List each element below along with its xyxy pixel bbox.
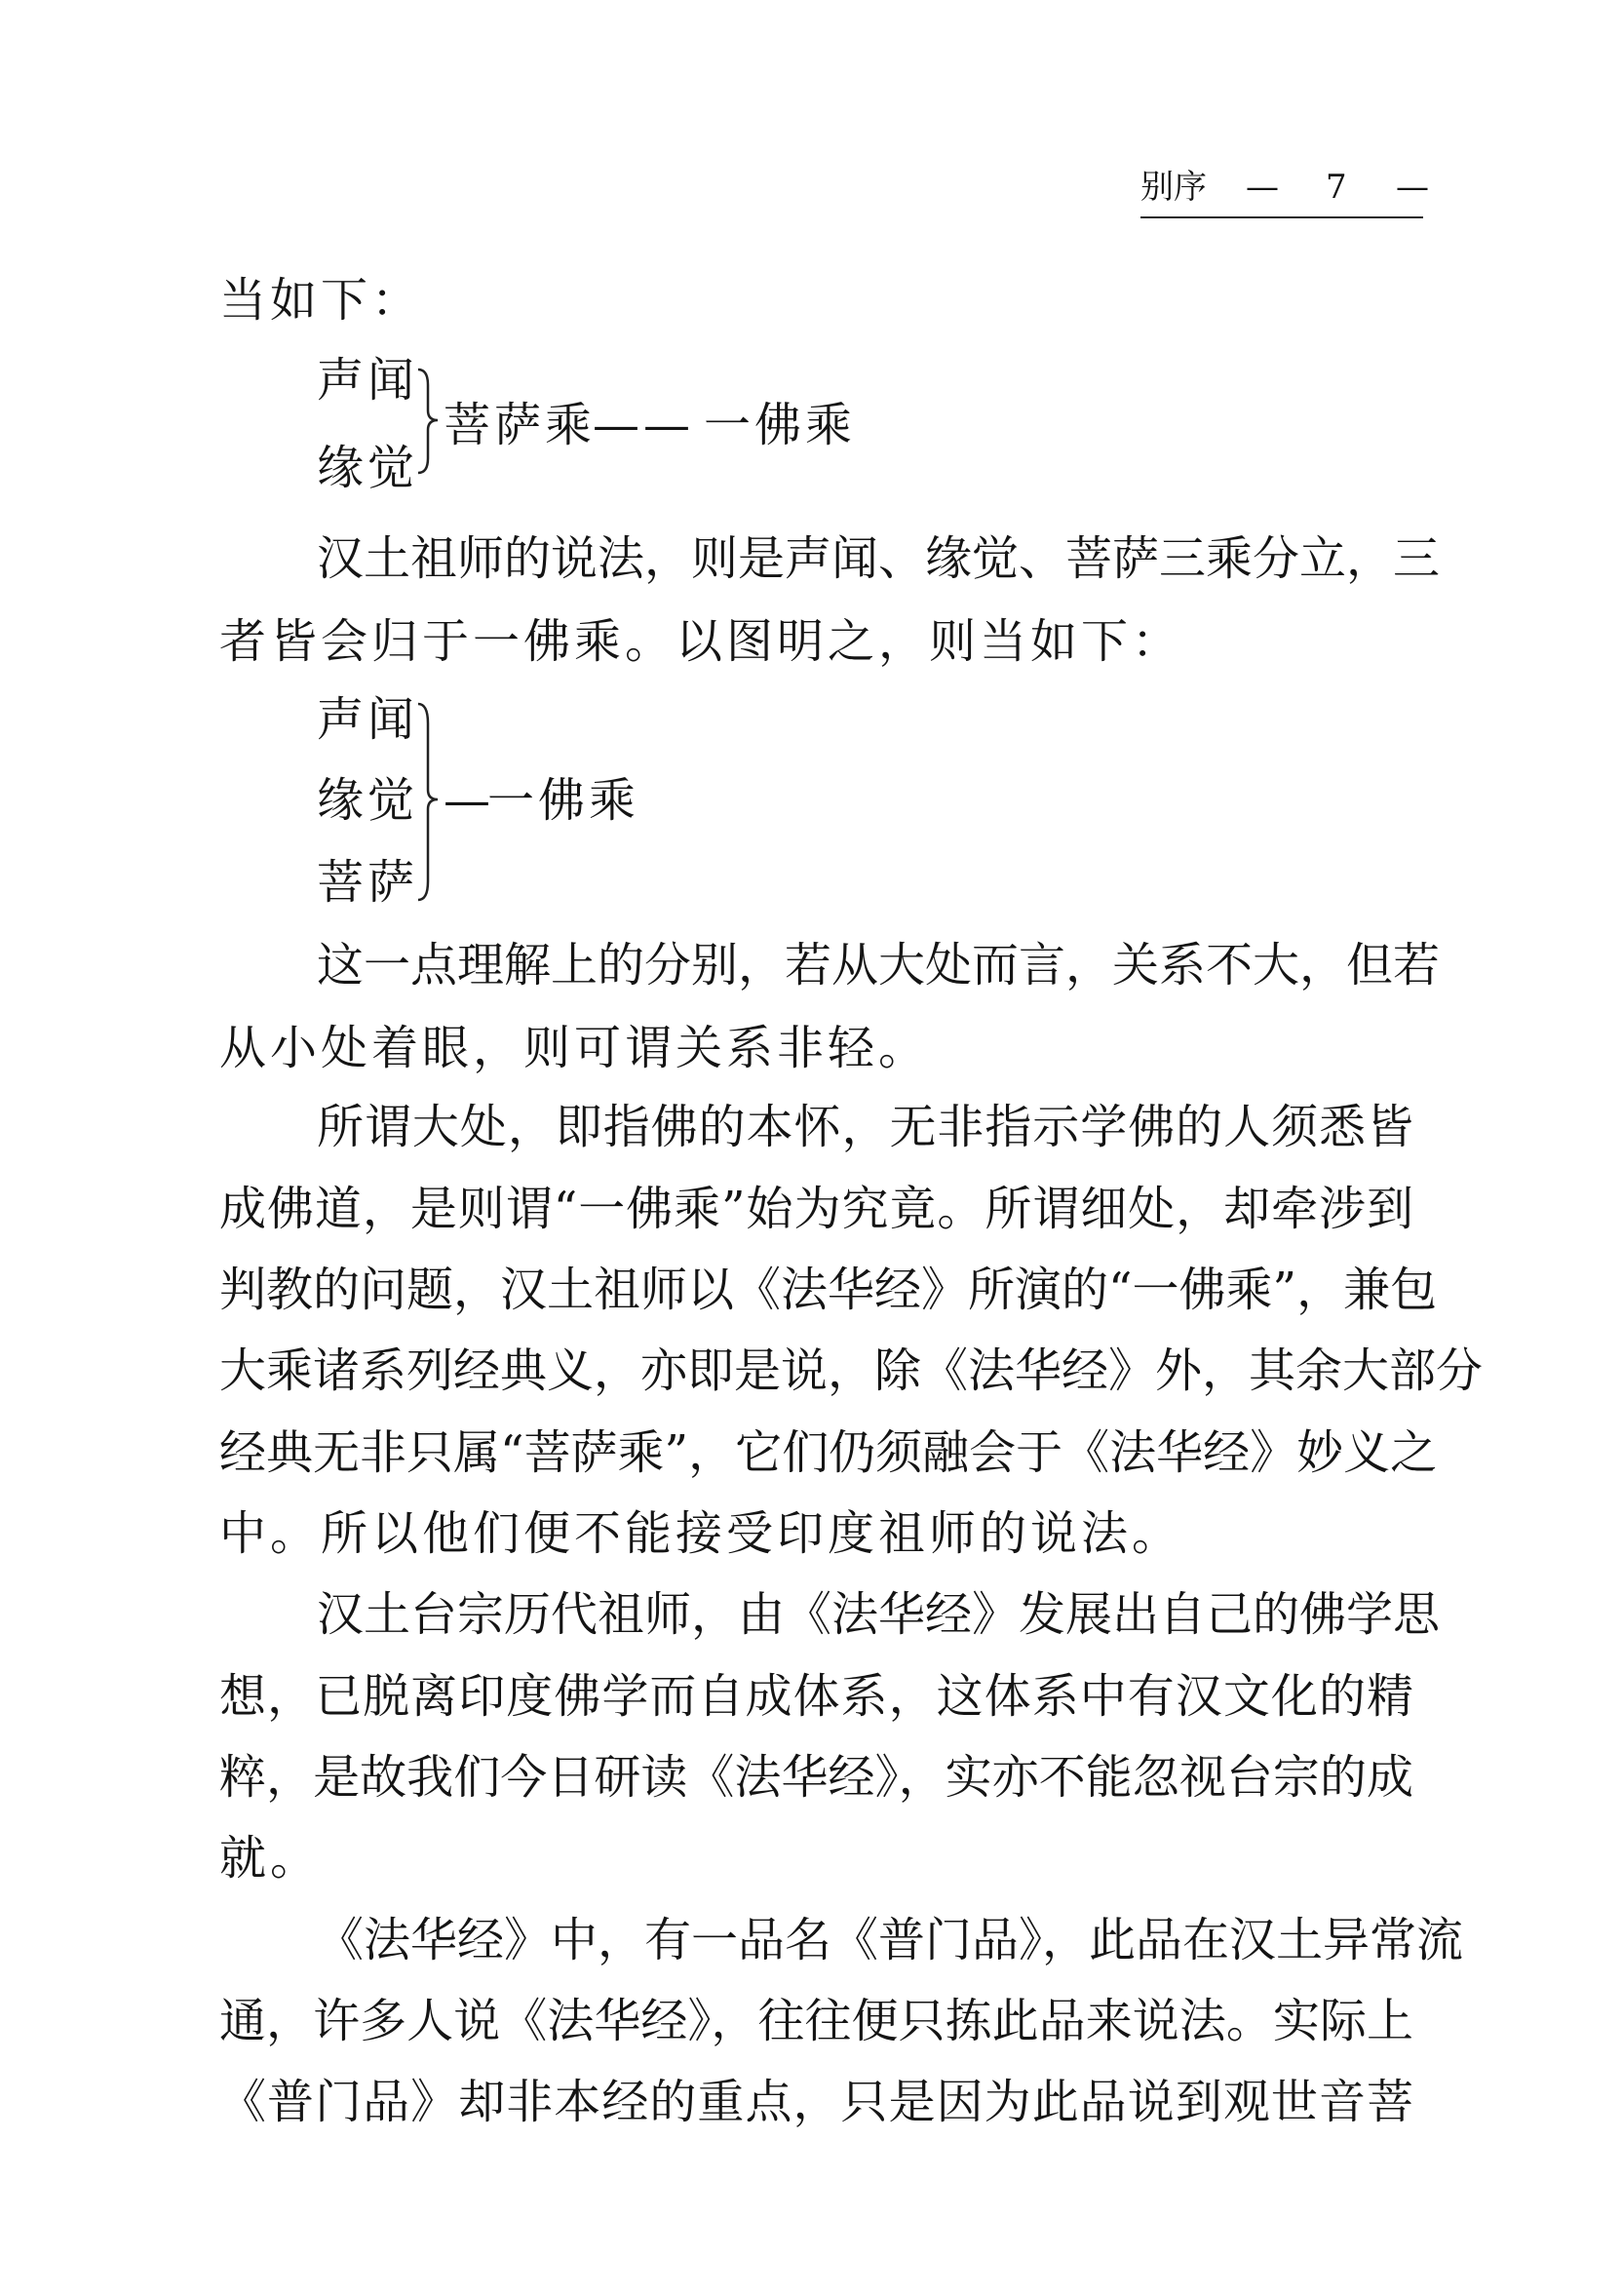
text-line: 中。所以他们便不能接受印度祖师的说法。: [219, 1506, 1183, 1561]
page-number: 7: [1326, 168, 1347, 207]
diagram2-result: 一佛乘: [487, 773, 640, 828]
diagram1-result: 一佛乘: [704, 398, 857, 452]
header-dash-right: —: [1396, 168, 1429, 207]
diagram2-brace: [414, 700, 444, 905]
diagram2-connector: —: [444, 773, 494, 828]
text-line: 成佛道，是则谓“一佛乘”始为究竟。所谓细处，却牵涉到: [219, 1182, 1413, 1236]
diagram2-item: 菩萨: [317, 855, 419, 910]
text-line: 大乘诸系列经典义，亦即是说，除《法华经》外，其余大部分: [219, 1343, 1484, 1398]
text-line: 所谓大处，即指佛的本怀，无非指示学佛的人须悉皆: [317, 1100, 1413, 1154]
diagram1-item: 缘觉: [317, 441, 419, 495]
diagram1-middle: 菩萨乘: [444, 398, 597, 452]
diagram2-item: 声闻: [317, 692, 419, 747]
text-line: 粹，是故我们今日研读《法华经》，实亦不能忽视台宗的成: [219, 1750, 1413, 1805]
text-line: 想，已脱离印度佛学而自成体系，这体系中有汉文化的精: [219, 1669, 1413, 1724]
text-line: 汉土台宗历代祖师，由《法华经》发展出自己的佛学思: [317, 1587, 1441, 1642]
text-line: 从小处着眼，则可谓关系非轻。: [219, 1021, 930, 1075]
text-line: 汉土祖师的说法，则是声闻、缘觉、菩萨三乘分立，三: [317, 531, 1441, 586]
text-line: 《普门品》却非本经的重点，只是因为此品说到观世音菩: [219, 2075, 1413, 2129]
header-rule: [1140, 216, 1423, 218]
intro-line: 当如下：: [219, 273, 423, 328]
text-line: 通，许多人说《法华经》，往往便只拣此品来说法。实际上: [219, 1994, 1413, 2048]
diagram2-item: 缘觉: [317, 773, 419, 828]
diagram1-connector: ——: [593, 398, 694, 452]
text-line: 判教的问题，汉土祖师以《法华经》所演的“一佛乘”，兼包: [219, 1263, 1438, 1317]
text-line: 这一点理解上的分别，若从大处而言，关系不大，但若: [317, 938, 1441, 992]
text-line: 就。: [219, 1831, 322, 1886]
header-dash-left: —: [1246, 168, 1279, 207]
text-line: 《法华经》中，有一品名《普门品》，此品在汉土异常流: [317, 1913, 1464, 1967]
section-title: 别序: [1140, 168, 1207, 207]
text-line: 者皆会归于一佛乘。以图明之，则当如下：: [219, 614, 1183, 669]
diagram1-brace: [414, 366, 444, 478]
text-line: 经典无非只属“菩萨乘”，它们仍须融会于《法华经》妙义之: [219, 1425, 1438, 1480]
diagram1-item: 声闻: [317, 353, 419, 408]
